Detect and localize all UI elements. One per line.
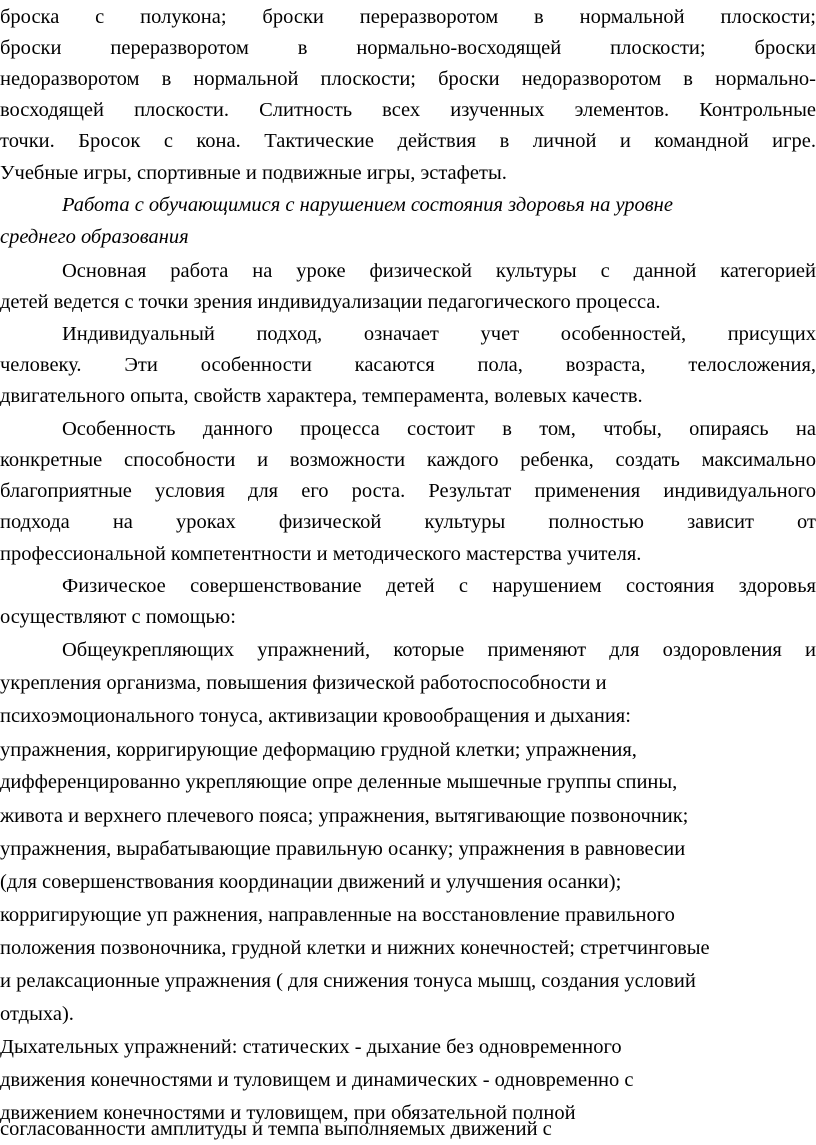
text-line: Общеукрепляющих упражнений, которые применяют для оздоровления и <box>62 639 816 661</box>
text-line: подхода на уроках физической культуры полностью зависит от <box>0 511 816 533</box>
text-line: детей ведется с точки зрения индивидуализации педагогического процесса. <box>0 291 661 313</box>
text-line: благоприятные условия для его роста. Результат применения индивидуального <box>0 480 816 502</box>
text-line: Физическое совершенствование детей с нарушением состояния здоровья <box>62 575 816 597</box>
text-line: профессиональной компетентности и методического мастерства учителя. <box>0 543 642 565</box>
section-heading: Работа с обучающимися с нарушением состояния здоровья на уровне <box>62 194 673 216</box>
text-line: движением конечностями и туловищем, при обязательной полной <box>0 1102 576 1124</box>
text-line: Индивидуальный подход, означает учет особенностей, присущих <box>62 323 816 345</box>
text-line: недоразворотом в нормальной плоскости; броски недоразворотом в нормально- <box>0 68 816 90</box>
text-line: психоэмоционального тонуса, активизации кровообращения и дыхания: <box>0 705 631 727</box>
text-line: живота и верхнего плечевого пояса; упражнения, вытягивающие позвоночник; <box>0 805 689 827</box>
text-line: Дыхательных упражнений: статических - дыхание без одновременного <box>0 1036 622 1058</box>
text-line: отдыха). <box>0 1003 74 1025</box>
section-heading-continued: среднего образования <box>0 226 189 248</box>
text-line: положения позвоночника, грудной клетки и нижних конечностей; стретчинговые <box>0 937 710 959</box>
text-line: движения конечностями и туловищем и динамических - одновременно с <box>0 1069 634 1091</box>
text-line: осуществляют с помощью: <box>0 606 236 628</box>
text-line: (для совершенствования координации движений и улучшения осанки); <box>0 871 622 893</box>
text-line: броска с полукона; броски переразворотом в нормальной плоскости; <box>0 6 816 28</box>
text-line: Учебные игры, спортивные и подвижные игры, эстафеты. <box>0 162 507 184</box>
text-line: человеку. Эти особенности касаются пола, возраста, телосложения, <box>0 354 816 376</box>
text-line: точки. Бросок с кона. Тактические действия в личной и командной игре. <box>0 130 816 152</box>
text-line: Основная работа на уроке физической культуры с данной категорией <box>62 260 816 282</box>
text-line: согласованности амплитуды и темпа выполняемых движений с <box>0 1118 552 1140</box>
text-line: восходящей плоскости. Слитность всех изученных элементов. Контрольные <box>0 99 816 121</box>
text-line: Особенность данного процесса состоит в том, чтобы, опираясь на <box>62 418 816 440</box>
text-line: дифференцированно укрепляющие опре деленные мышечные группы спины, <box>0 771 678 793</box>
text-line: двигательного опыта, свойств характера, темперамента, волевых качеств. <box>0 385 643 407</box>
text-line: броски переразворотом в нормально-восходящей плоскости; броски <box>0 37 816 59</box>
text-line: упражнения, корригирующие деформацию грудной клетки; упражнения, <box>0 739 637 761</box>
text-line: корригирующие уп ражнения, направленные на восстановление правильного <box>0 904 675 926</box>
text-line: конкретные способности и возможности каждого ребенка, создать максимально <box>0 449 816 471</box>
text-line: упражнения, вырабатывающие правильную осанку; упражнения в равновесии <box>0 838 686 860</box>
text-line: укрепления организма, повышения физической работоспособности и <box>0 672 607 694</box>
text-line: и релаксационные упражнения ( для снижения тонуса мышц, создания условий <box>0 970 696 992</box>
